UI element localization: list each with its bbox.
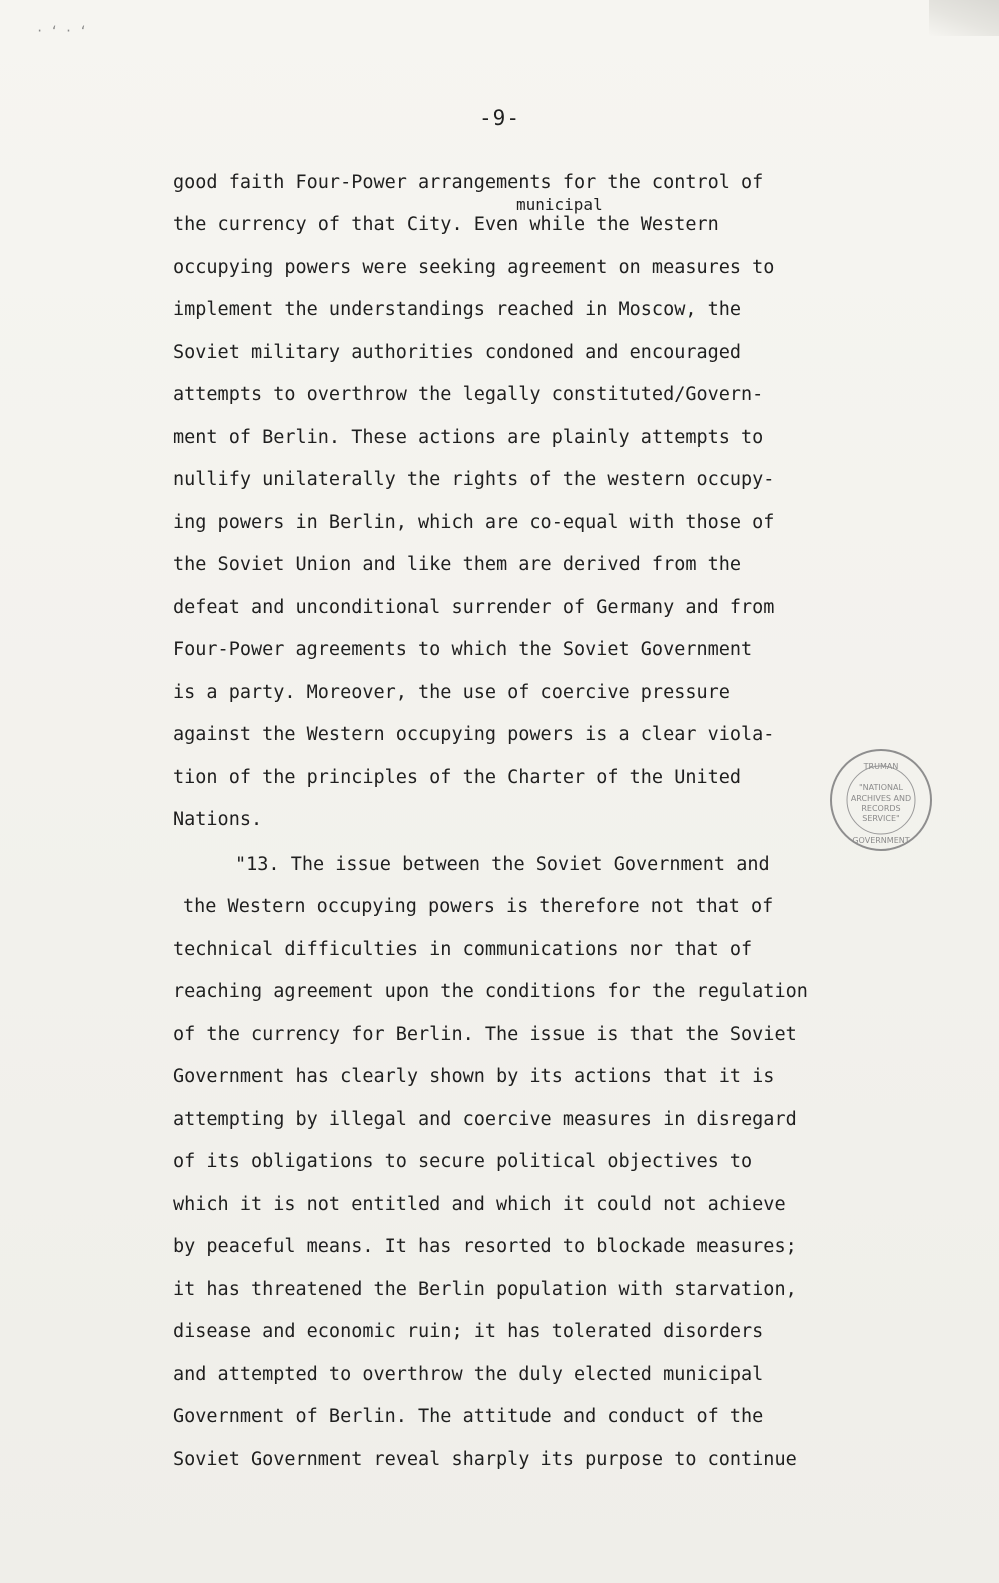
text-line: Soviet military authorities condoned and encouraged [173,342,742,363]
text-line: defeat and unconditional surrender of Germany and from [173,597,775,618]
text-line: Government of Berlin. The attitude and conduct of the [173,1406,764,1427]
text-line: attempting by illegal and coercive measures in disregard [173,1109,797,1130]
text-line: attempts to overthrow the legally constituted/Govern- [173,384,764,405]
svg-text:ARCHIVES AND: ARCHIVES AND [850,794,912,803]
text-line: is a party. Moreover, the use of coercive pressure [173,682,730,703]
text-line: of the currency for Berlin. The issue is that the Soviet [173,1024,797,1045]
svg-text:RECORDS: RECORDS [861,804,901,813]
text-line: of its obligations to secure political objectives to [173,1151,753,1172]
text-line: the Western occupying powers is therefore not that of [183,896,774,917]
text-line: ment of Berlin. These actions are plainly attempts to [173,427,764,448]
text-line: Soviet Government reveal sharply its purpose to continue [173,1449,797,1470]
text-line: the Soviet Union and like them are derived from the [173,554,742,575]
text-line: it has threatened the Berlin population with starvation, [173,1279,797,1300]
text-line: tion of the principles of the Charter of the United [173,767,742,788]
text-line: "13. The issue between the Soviet Government and [235,854,770,875]
svg-text:GOVERNMENT: GOVERNMENT [852,836,910,845]
text-line: occupying powers were seeking agreement on measures to [173,257,775,278]
text-line: by peaceful means. It has resorted to blockade measures; [173,1236,797,1257]
page-corner-fold [929,0,999,36]
text-line: good faith Four-Power arrangements for the control of [173,172,764,193]
text-line: ing powers in Berlin, which are co-equal with those of [173,512,775,533]
text-line: technical difficulties in communications nor that of [173,939,753,960]
svg-text:"NATIONAL: "NATIONAL [859,783,903,792]
svg-text:SERVICE": SERVICE" [862,814,900,823]
text-line: against the Western occupying powers is a clear viola- [173,724,775,745]
text-line: implement the understandings reached in Moscow, the [173,299,742,320]
text-line: and attempted to overthrow the duly elected municipal [173,1364,764,1385]
text-line: the currency of that City. Even while the Western [173,214,719,235]
page-number: -9- [479,106,520,130]
text-line: Nations. [173,809,263,830]
text-line: reaching agreement upon the conditions for the regulation [173,981,808,1002]
text-line: which it is not entitled and which it could not achieve [173,1194,786,1215]
svg-text:TRUMAN: TRUMAN [863,762,899,771]
text-line: nullify unilaterally the rights of the western occupy- [173,469,775,490]
text-line: disease and economic ruin; it has tolerated disorders [173,1321,764,1342]
text-line: Government has clearly shown by its actions that it is [173,1066,775,1087]
archives-stamp [826,745,936,855]
text-line: Four-Power agreements to which the Soviet Government [173,639,753,660]
interlinear-correction: municipal [516,195,603,214]
paper-specks: · ‘ · ‘ [36,24,87,38]
